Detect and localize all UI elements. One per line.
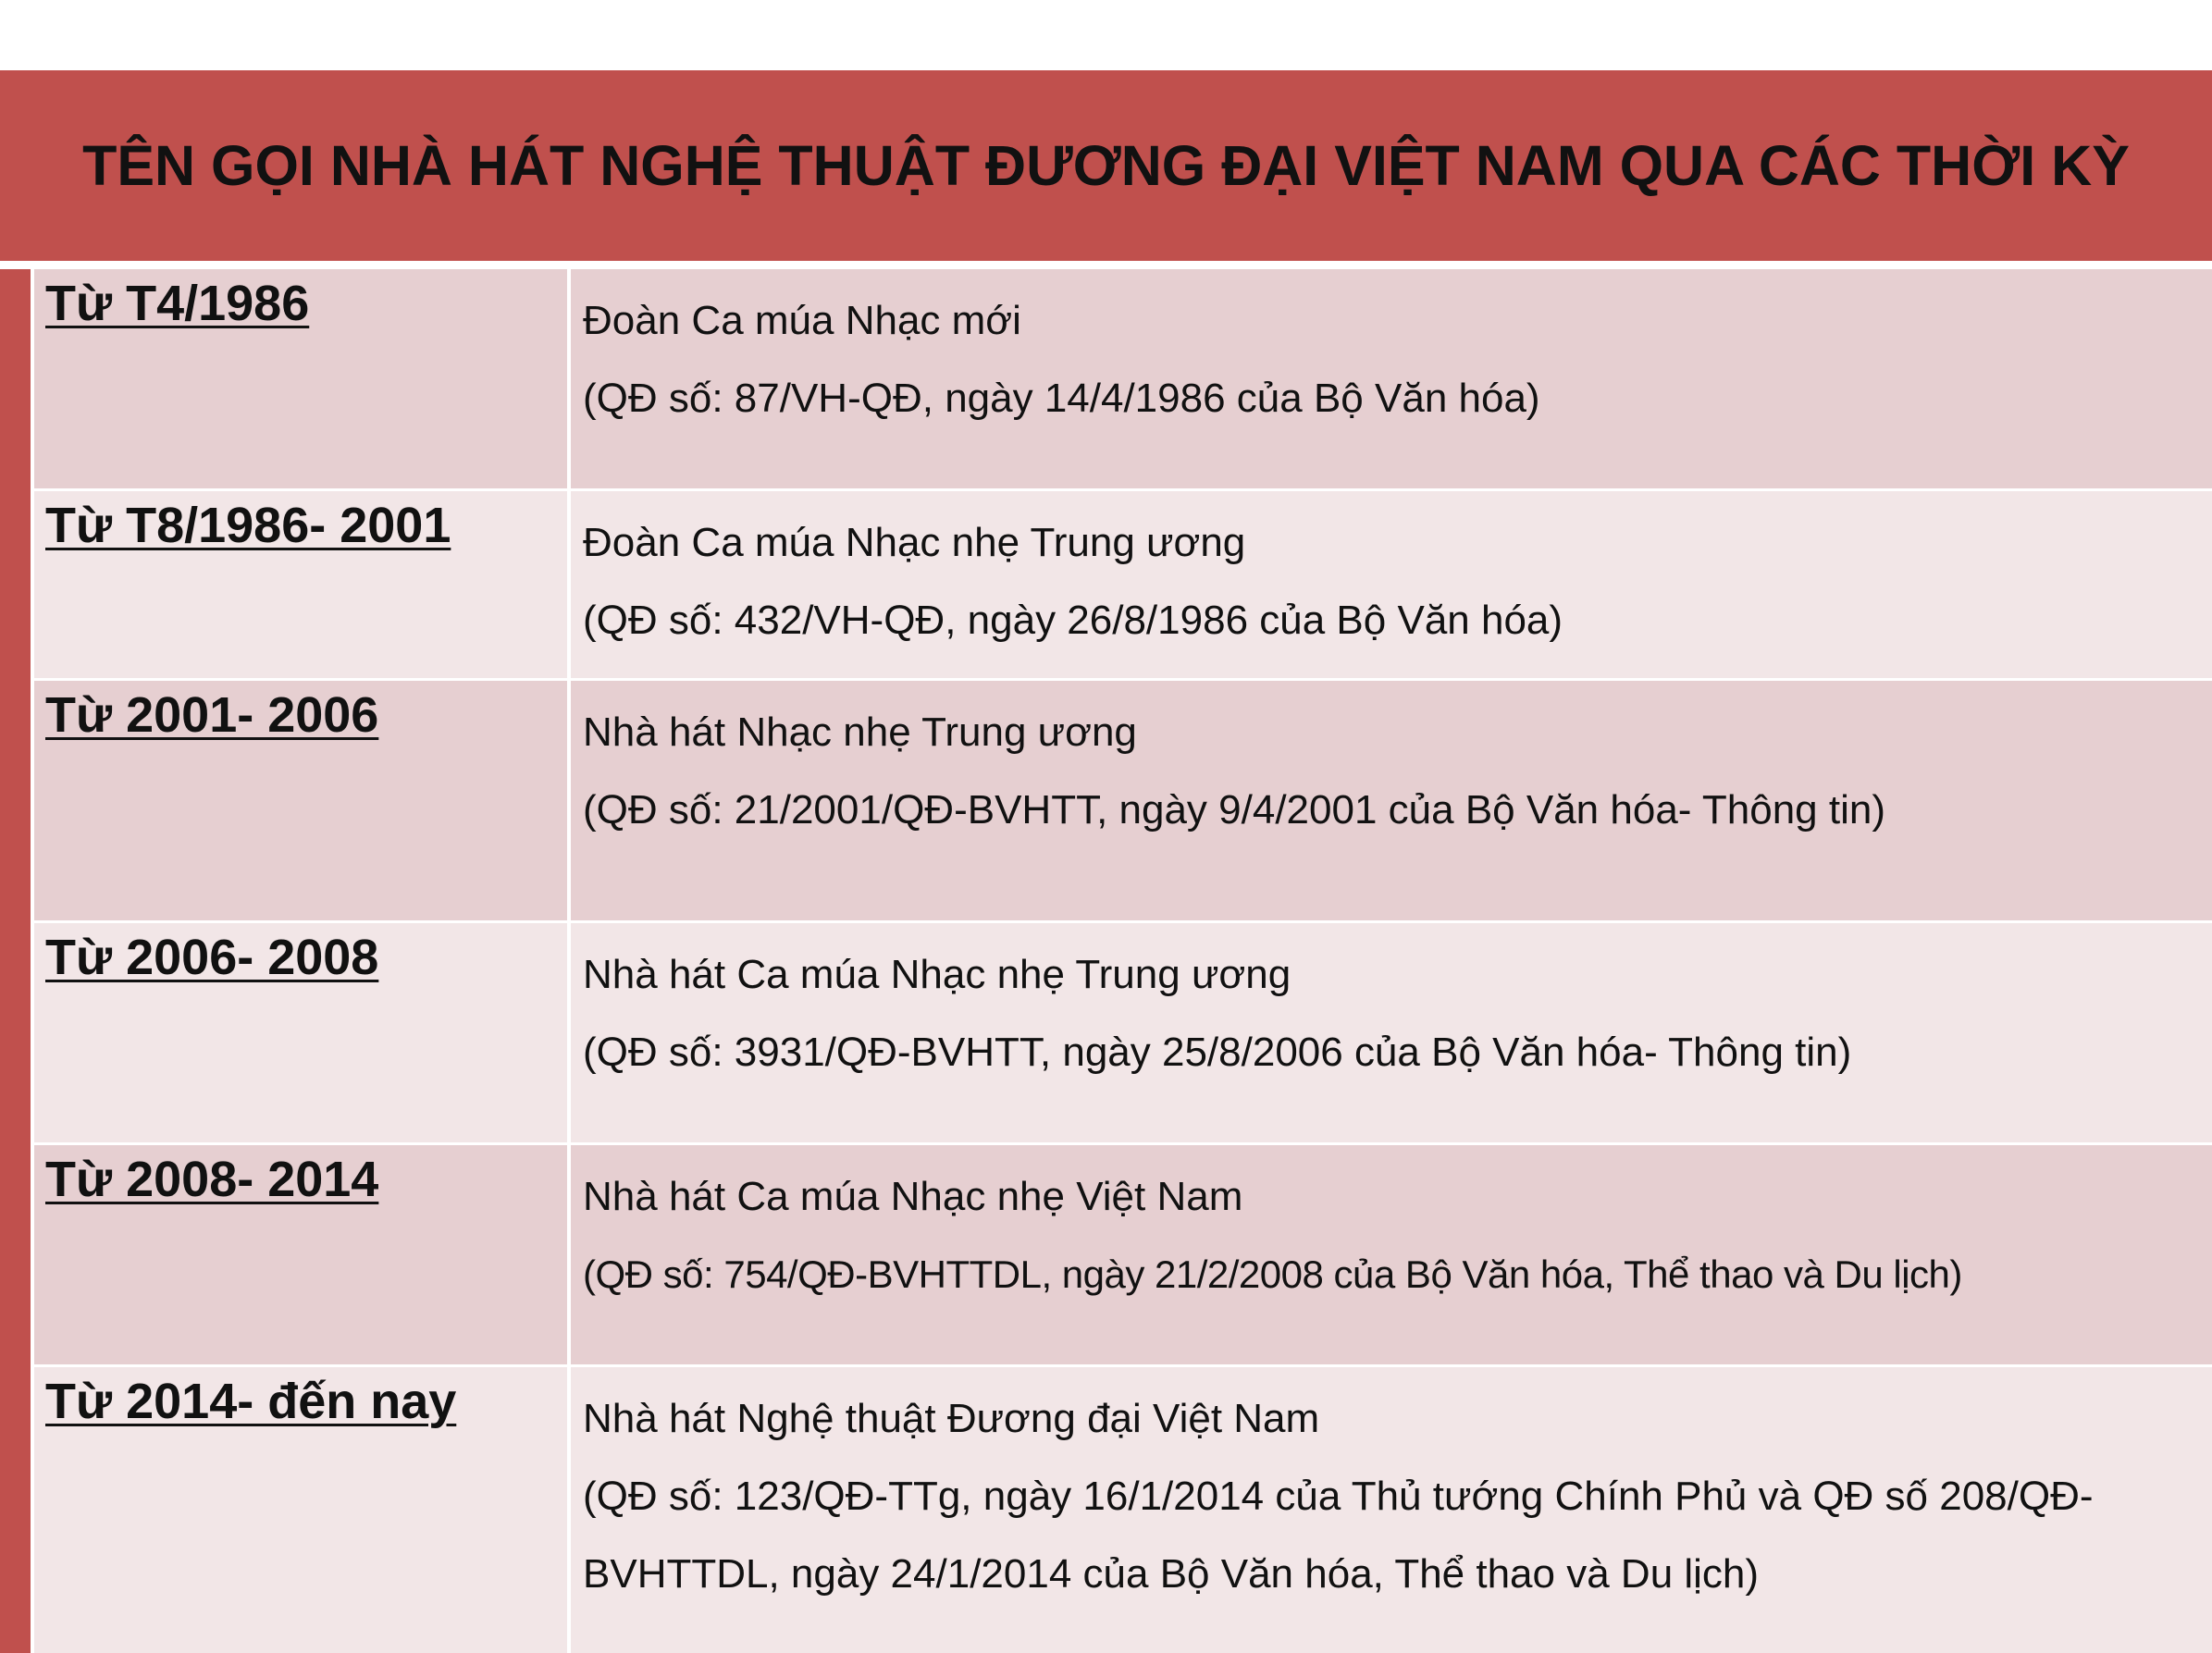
table-row bbox=[34, 681, 2212, 923]
left-accent-bar bbox=[0, 269, 31, 1653]
period-cell bbox=[34, 923, 571, 1142]
name-cell bbox=[571, 269, 2212, 488]
period-cell bbox=[34, 681, 571, 920]
period-cell bbox=[34, 1145, 571, 1364]
name-cell bbox=[571, 923, 2212, 1142]
period-label: Từ 2008- 2014 bbox=[45, 1152, 379, 1207]
name-cell bbox=[571, 681, 2212, 920]
theatre-name: Đoàn Ca múa Nhạc nhẹ Trung ương bbox=[583, 520, 1246, 565]
decree-text: (QĐ số: 3931/QĐ-BVHTT, ngày 25/8/2006 của Bộ Văn hóa- Thông tin) bbox=[583, 1030, 1852, 1075]
period-cell bbox=[34, 1367, 571, 1653]
slide-title: TÊN GỌI NHÀ HÁT NGHỆ THUẬT ĐƯƠNG ĐẠI VIỆT NAM QUA CÁC THỜI KỲ bbox=[82, 134, 2130, 197]
theatre-name: Nhà hát Ca múa Nhạc nhẹ Việt Nam bbox=[583, 1174, 1243, 1219]
divider bbox=[0, 261, 2212, 269]
decree-text: (QĐ số: 754/QĐ-BVHTTDL, ngày 21/2/2008 của Bộ Văn hóa, Thể thao và Du lịch) bbox=[583, 1252, 1962, 1296]
period-label: Từ T8/1986- 2001 bbox=[45, 498, 451, 553]
table-row bbox=[34, 491, 2212, 681]
table-row bbox=[34, 269, 2212, 491]
history-table bbox=[34, 269, 2212, 1653]
period-label: Từ 2001- 2006 bbox=[45, 687, 379, 743]
table-row bbox=[34, 1145, 2212, 1367]
name-cell bbox=[571, 1145, 2212, 1364]
period-cell bbox=[34, 269, 571, 488]
period-label: Từ T4/1986 bbox=[45, 276, 310, 331]
title-banner bbox=[0, 70, 2212, 261]
theatre-name: Nhà hát Ca múa Nhạc nhẹ Trung ương bbox=[583, 952, 1291, 997]
theatre-name: Nhà hát Nhạc nhẹ Trung ương bbox=[583, 709, 1137, 755]
period-label: Từ 2006- 2008 bbox=[45, 930, 379, 985]
decree-text: (QĐ số: 432/VH-QĐ, ngày 26/8/1986 của Bộ Văn hóa) bbox=[583, 598, 1563, 643]
period-label: Từ 2014- đến nay bbox=[45, 1374, 457, 1429]
decree-text: (QĐ số: 21/2001/QĐ-BVHTT, ngày 9/4/2001 của Bộ Văn hóa- Thông tin) bbox=[583, 787, 1885, 833]
table-row bbox=[34, 1367, 2212, 1653]
theatre-name: Nhà hát Nghệ thuật Đương đại Việt Nam bbox=[583, 1396, 1320, 1441]
name-cell bbox=[571, 1367, 2212, 1653]
decree-text: (QĐ số: 87/VH-QĐ, ngày 14/4/1986 của Bộ Văn hóa) bbox=[583, 376, 1540, 421]
table-row bbox=[34, 923, 2212, 1145]
decree-text: (QĐ số: 123/QĐ-TTg, ngày 16/1/2014 của Thủ tướng Chính Phủ và QĐ số 208/QĐ-BVHTTDL, ngày 24/1/2014 của Bộ Văn hóa, Thể thao và Du lịch) bbox=[583, 1474, 2094, 1597]
period-cell bbox=[34, 491, 571, 678]
theatre-name: Đoàn Ca múa Nhạc mới bbox=[583, 298, 1021, 343]
name-cell bbox=[571, 491, 2212, 678]
